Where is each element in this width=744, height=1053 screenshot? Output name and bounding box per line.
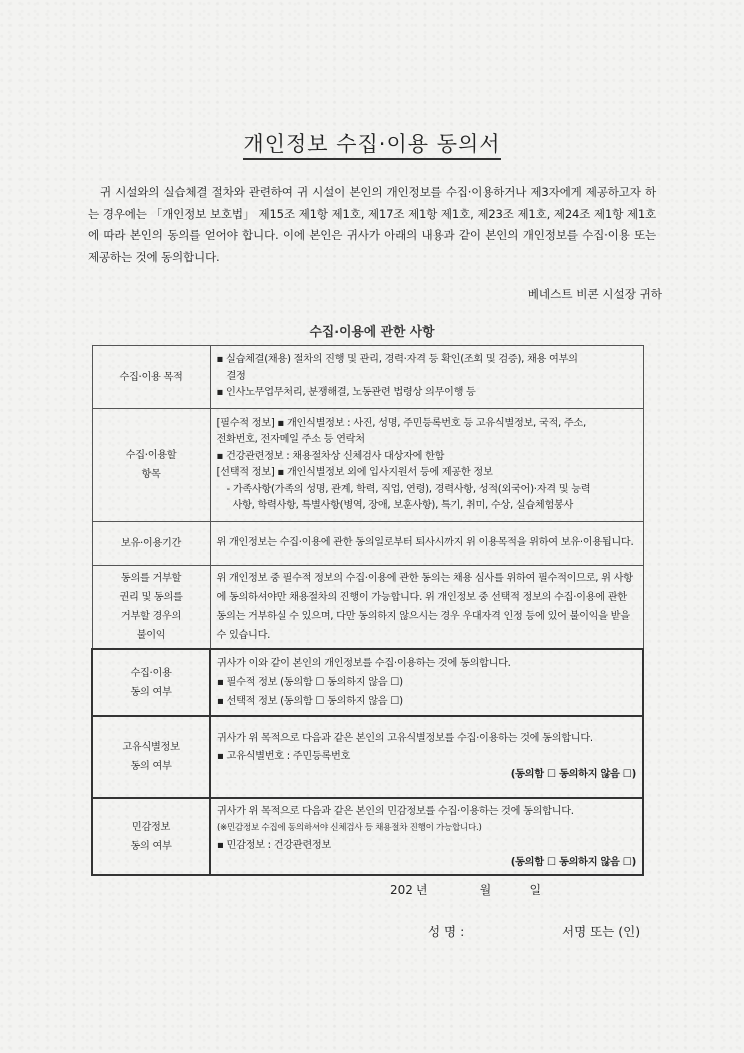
date-day-unit: 일: [529, 883, 542, 897]
items-line-1: [필수적 정보] ▪ 개인식별정보 : 사진, 성명, 주민등록번호 등 고유식별정보, 국적, 주소,: [216, 417, 586, 429]
document-title: 개인정보 수집·이용 동의서: [0, 128, 744, 158]
items-label: 수집·이용할 항목: [92, 409, 210, 522]
items-content: [210, 409, 643, 522]
items-line-5: - 가족사항(가족의 성명, 관계, 학력, 직업, 연령), 경력사항, 성적(외국어)·자격 및 능력: [226, 483, 591, 495]
consent-required[interactable]: ▪ 필수적 정보 (동의함 ☐ 동의하지 않음 ☐): [217, 673, 636, 692]
date-month-unit: 월: [479, 883, 492, 897]
unique-id-label: 고유식별정보 동의 여부: [92, 716, 210, 798]
refusal-label: 동의를 거부할 권리 및 동의를 거부할 경우의 불이익: [92, 566, 210, 650]
unique-id-choice[interactable]: (동의함 ☐ 동의하지 않음 ☐): [510, 769, 636, 780]
sensitive-content: [210, 798, 643, 875]
consent-text: 귀사가 이와 같이 본인의 개인정보를 수집·이용하는 것에 동의합니다.: [217, 658, 511, 669]
consent-row: [92, 649, 643, 716]
intro-paragraph: 귀 시설와의 실습체결 절차와 관련하여 귀 시설이 본인의 개인정보를 수집·이용하거나 제3자에게 제공하고자 하는 경우에는 「개인정보 보호법」 제15조 제1항 제1호, 제17조 제1항 제1호, 제23조 제1호, 제24조 제1항 제1호에 따라 본인의 동의를 얻어야 합니다. 이에 본인은 귀사가 아래의 내용과 같이 본인의 개인정보를 수집·이용 또는 제공하는 것에 동의합니다.: [88, 185, 656, 264]
sensitive-item: ▪ 민감정보 : 건강관련정보: [217, 837, 636, 854]
purpose-row: [92, 346, 643, 409]
purpose-item-1: ▪ 실습체결(채용) 절차의 진행 및 관리, 경력·자격 등 확인(조회 및 검증), 채용 여부의: [217, 352, 637, 369]
sensitive-choice[interactable]: (동의함 ☐ 동의하지 않음 ☐): [510, 856, 636, 868]
purpose-item-1-cont: 결정: [226, 370, 246, 382]
unique-id-text: 귀사가 위 목적으로 다음과 같은 본인의 고유식별정보를 수집·이용하는 것에 동의합니다.: [217, 733, 593, 744]
items-line-2: 전화번호, 전자메일 주소 등 연락처: [216, 434, 365, 445]
sensitive-text: 귀사가 위 목적으로 다음과 같은 본인의 민감정보를 수집·이용하는 것에 동의합니다.: [217, 805, 574, 817]
consent-table: [91, 345, 644, 876]
addressee: 베네스트 비콘 시설장 귀하: [527, 287, 662, 301]
items-line-3: ▪ 건강관련정보 : 채용절차상 신체검사 대상자에 한함: [216, 450, 445, 462]
consent-label: 수집·이용 동의 여부: [92, 649, 210, 716]
items-row: [92, 409, 643, 522]
sensitive-label: 민감정보 동의 여부: [92, 798, 210, 875]
section-title: 수집·이용에 관한 사항: [309, 325, 435, 340]
consent-optional[interactable]: ▪ 선택적 정보 (동의함 ☐ 동의하지 않음 ☐): [217, 692, 636, 711]
refusal-row: [92, 566, 643, 650]
purpose-item-2: ▪ 인사노무업무처리, 분쟁해결, 노동관련 법령상 의무이행 등: [217, 385, 637, 402]
sensitive-row: [92, 798, 643, 875]
date-line: [390, 881, 541, 898]
name-label: 성 명 :: [428, 924, 465, 939]
unique-id-content: [210, 716, 643, 798]
retention-row: [92, 522, 643, 566]
date-year[interactable]: 202: [390, 883, 413, 897]
unique-id-item: ▪ 고유식별번호 : 주민등록번호: [217, 748, 636, 766]
consent-content: [210, 649, 643, 716]
retention-content: 위 개인정보는 수집·이용에 관한 동의일로부터 퇴사시까지 위 이용목적을 위하여 보유·이용됩니다.: [210, 522, 643, 566]
purpose-label: 수집·이용 목적: [92, 346, 210, 409]
signature-label[interactable]: 서명 또는 (인): [562, 924, 641, 939]
refusal-content: 위 개인정보 중 필수적 정보의 수집·이용에 관한 동의는 채용 심사를 위하여 필수적이므로, 위 사항에 동의하셔야만 채용절차의 진행이 가능합니다. 위 개인정보 중 선택적 정보의 수집·이용에 관한 동의는 거부하실 수 있으며, 다만 동의하지 않으시는 경우 우대자격 인정 등에 있어 불이익을 받을 수 있습니다.: [210, 566, 643, 650]
retention-label: 보유·이용기간: [92, 522, 210, 566]
sensitive-note: (※민감정보 수집에 동의하셔야 신체검사 등 채용절차 진행이 가능합니다.): [217, 822, 482, 833]
unique-id-row: [92, 716, 643, 798]
items-line-4: [선택적 정보] ▪ 개인식별정보 외에 입사지원서 등에 제공한 정보: [216, 467, 493, 478]
items-line-6: 사항, 학력사항, 특별사항(병역, 장애, 보훈사항), 특기, 취미, 수상, 실습체험봉사: [232, 500, 574, 511]
purpose-content: [210, 346, 643, 409]
date-year-unit: 년: [415, 883, 428, 897]
